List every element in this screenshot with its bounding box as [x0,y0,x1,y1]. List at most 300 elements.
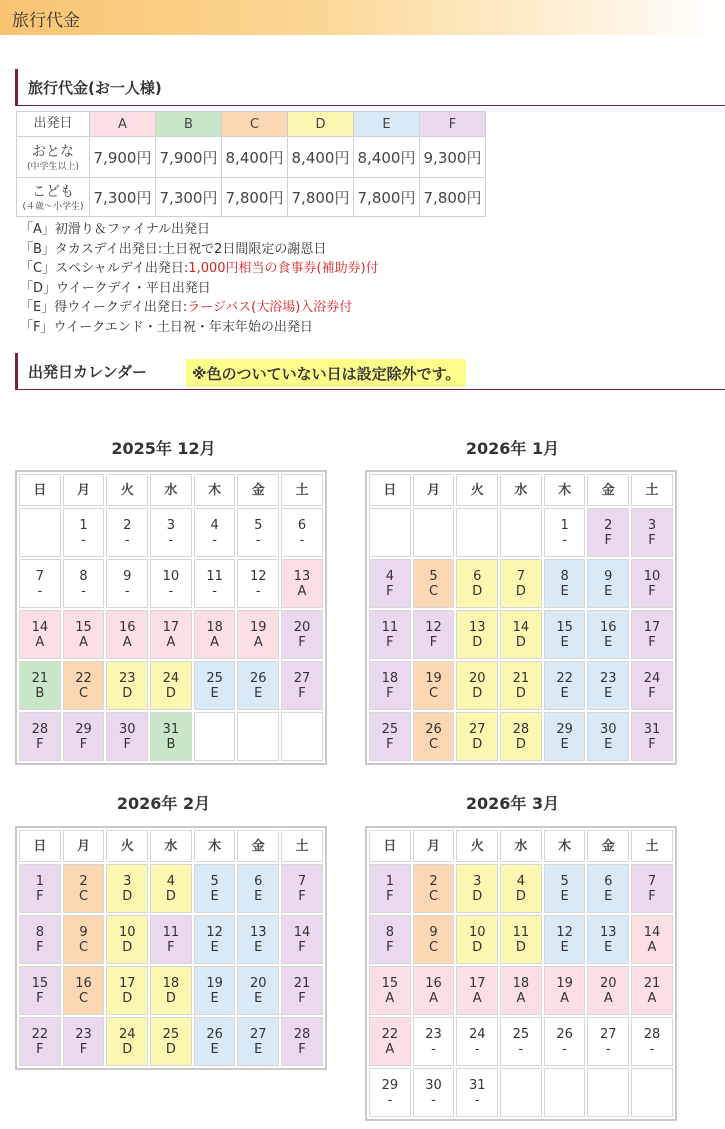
day-number: 17 [643,619,661,635]
day-number: 19 [250,619,267,635]
day-number: 23 [118,670,136,686]
weekday-label: 日 [369,830,411,862]
note-text: 「A」初滑り＆ファイナル出発日 [20,222,210,237]
day-category: E [254,888,263,904]
calendar-day-10 [631,559,673,608]
calendar-empty-cell [369,508,411,557]
category-note [20,279,379,299]
calendar-day-20 [587,966,629,1015]
day-category: A [647,990,657,1006]
day-category: A [210,634,220,650]
calendar-day-30 [413,1068,455,1117]
day-number: 3 [647,517,657,533]
calendar-day-13 [281,559,323,608]
weekday-label: 月 [413,474,455,506]
weekday-label: 金 [587,830,629,862]
day-category: E [560,634,569,650]
day-category: D [165,685,176,701]
weekday-label: 土 [631,474,673,506]
calendar-empty-cell [544,1068,586,1117]
calendar-empty-cell [413,508,455,557]
day-number: 23 [600,670,617,686]
day-number: 13 [293,568,311,584]
calendar-day-5 [544,864,586,913]
calendar-day-9 [106,559,148,608]
day-category: E [604,888,613,904]
calendar-day-13 [237,915,279,964]
day-category: - [168,532,174,548]
day-number: 27 [293,670,311,686]
calendar-section-header [15,353,725,390]
calendar-day-26 [194,1017,236,1066]
day-number: 16 [75,975,92,991]
day-category: F [648,685,656,701]
calendar-empty-cell [19,508,61,557]
day-category: E [560,736,569,752]
day-number: 13 [600,924,617,940]
calendar-day-23 [106,661,148,710]
calendar-day-1 [544,508,586,557]
day-category: F [298,1041,306,1057]
day-number: 18 [206,619,223,635]
day-number: 1 [560,517,569,533]
calendar-day-7 [19,559,61,608]
calendar-day-4 [150,864,192,913]
weekday-header-row [19,830,323,862]
calendar-day-25 [194,661,236,710]
calendar-day-21 [500,661,542,710]
day-number: 5 [429,568,438,584]
price-header-label: 出発日 [17,112,90,137]
day-number: 12 [250,568,267,584]
day-number: 29 [556,721,573,737]
calendar-day-16 [587,610,629,659]
calendar-day-9 [63,915,105,964]
price-cell: 7,800円 [222,178,288,217]
day-number: 12 [425,619,442,635]
calendar-day-22 [544,661,586,710]
calendar-day-17 [106,966,148,1015]
day-category: - [605,1041,611,1057]
day-number: 24 [162,670,180,686]
day-category: F [36,1041,44,1057]
weekday-header-row [369,474,673,506]
day-category: C [78,888,89,904]
day-number: 14 [293,924,311,940]
day-category: F [386,888,394,904]
day-number: 30 [425,1077,442,1093]
day-number: 5 [254,517,263,533]
weekday-label: 木 [544,474,586,506]
category-note [20,318,379,338]
calendar-section-title: 出発日カレンダー [28,363,148,381]
calendar-day-21 [281,966,323,1015]
calendar-day-24 [456,1017,498,1066]
day-number: 25 [512,1026,530,1042]
day-number: 4 [385,568,394,584]
day-number: 27 [468,721,486,737]
day-category: F [298,685,306,701]
day-category: F [298,888,306,904]
weekday-label: 火 [456,830,498,862]
day-category: A [516,990,526,1006]
weekday-header-row [19,474,323,506]
calendar-day-28 [500,712,542,761]
calendar-day-14 [281,915,323,964]
day-number: 28 [31,721,49,737]
day-number: 2 [79,873,88,889]
day-number: 15 [556,619,573,635]
category-note [20,240,379,260]
day-category: D [472,583,483,599]
day-number: 21 [512,670,530,686]
day-number: 6 [473,568,482,584]
day-category: F [298,990,306,1006]
day-category: B [166,736,176,752]
day-number: 14 [643,924,661,940]
day-category: - [212,583,217,599]
day-number: 17 [118,975,136,991]
day-category: A [35,634,45,650]
day-category: B [35,685,45,701]
day-category: F [648,634,656,650]
price-cell: 7,900円 [156,137,222,178]
price-row-label-sub: (４歳～小学生) [22,202,84,213]
day-number: 1 [35,873,44,889]
calendar-day-18 [369,661,411,710]
calendar-empty-cell [587,1068,629,1117]
calendar-day-27 [456,712,498,761]
calendar-empty-cell [631,1068,673,1117]
calendar-day-15 [63,610,105,659]
day-category: E [604,939,613,955]
day-category: D [515,939,526,955]
day-category: F [79,1041,88,1057]
calendar-day-19 [194,966,236,1015]
calendar-day-11 [194,559,236,608]
calendar-day-21 [631,966,673,1015]
calendar-day-23 [413,1017,455,1066]
day-number: 22 [75,670,92,686]
day-number: 7 [647,873,657,889]
day-category: A [122,634,132,650]
day-number: 4 [166,873,176,889]
calendar-day-6 [237,864,279,913]
day-category: D [122,939,133,955]
day-number: 9 [429,924,438,940]
note-text: 「D」ウイークデイ・平日出発日 [20,280,211,296]
day-number: 2 [604,517,613,533]
day-category: D [472,939,483,955]
weekday-label: 月 [63,474,105,506]
day-category: - [81,532,86,548]
calendar-notice: ※色のついていない日は設定除外です。 [186,359,466,387]
day-number: 24 [643,670,661,686]
day-number: 31 [468,1077,486,1093]
weekday-label: 月 [413,830,455,862]
calendar-week-row [19,915,323,964]
calendar-title-feb-2026: 2026年 2月 [116,794,211,813]
day-category: E [560,685,569,701]
weekday-label: 土 [631,830,673,862]
calendar-day-12 [237,559,279,608]
day-category: A [472,990,482,1006]
day-category: E [210,990,219,1006]
calendar-day-11 [150,915,192,964]
day-number: 22 [556,670,573,686]
day-number: 17 [468,975,486,991]
day-number: 7 [35,568,44,584]
calendar-day-21 [19,661,61,710]
weekday-label: 火 [456,474,498,506]
day-category: D [515,634,526,650]
day-category: F [429,634,438,650]
calendar-title-dec-2025: 2025年 12月 [111,439,216,458]
calendar-day-17 [150,610,192,659]
day-category: A [603,990,613,1006]
calendar-week-row [369,1017,673,1066]
day-number: 20 [250,975,267,991]
day-number: 26 [556,1026,573,1042]
day-number: 22 [381,1026,399,1042]
calendar-empty-cell [500,1068,542,1117]
day-category: - [212,532,217,548]
day-category: F [648,888,656,904]
calendar-day-12 [413,610,455,659]
day-number: 10 [118,924,136,940]
calendar-day-17 [631,610,673,659]
day-number: 22 [31,1026,49,1042]
price-col-c: C [222,112,288,137]
day-number: 3 [166,517,176,533]
day-number: 29 [75,721,92,737]
calendar-day-10 [106,915,148,964]
day-number: 4 [516,873,526,889]
calendar-jan-2026 [365,470,677,765]
day-number: 16 [425,975,442,991]
calendar-day-14 [500,610,542,659]
day-category: E [210,888,219,904]
calendar-week-row [369,610,673,659]
calendar-day-26 [237,661,279,710]
note-text: 「F」ウイークエンド・土日祝・年末年始の出発日 [20,319,313,335]
weekday-label: 金 [237,830,279,862]
calendar-day-20 [456,661,498,710]
day-category: A [253,634,263,650]
day-category: A [79,634,88,650]
day-number: 4 [210,517,219,533]
day-category: - [431,1092,436,1108]
calendar-empty-cell [456,508,498,557]
day-category: E [254,939,263,955]
calendar-empty-cell [281,712,323,761]
day-number: 17 [162,619,180,635]
calendar-day-4 [500,864,542,913]
price-cell: 7,800円 [288,178,354,217]
day-category: F [79,736,88,752]
day-number: 21 [643,975,661,991]
weekday-label: 水 [500,830,542,862]
day-category: E [210,685,219,701]
day-category: F [386,685,394,701]
weekday-label: 木 [194,474,236,506]
day-number: 6 [254,873,263,889]
note-highlight: ラージバス(大浴場)入浴券付 [187,300,353,316]
calendar-day-10 [456,915,498,964]
day-category: F [386,736,394,752]
day-category: D [122,888,133,904]
day-category: E [210,939,219,955]
day-number: 15 [75,619,92,635]
day-number: 6 [604,873,613,889]
day-category: E [604,634,613,650]
day-category: F [36,736,44,752]
day-category: - [255,583,261,599]
day-category: D [122,1041,133,1057]
day-category: - [562,1041,567,1057]
day-number: 14 [512,619,530,635]
day-category: D [165,888,176,904]
day-category: D [515,736,526,752]
weekday-label: 木 [194,830,236,862]
note-text: 「B」タカスデイ出発日:土日祝で2日間限定の謝恩日 [20,241,327,257]
calendar-day-2 [413,864,455,913]
day-category: A [166,634,176,650]
calendar-day-24 [150,661,192,710]
weekday-label: 日 [369,474,411,506]
category-note [20,259,379,279]
day-number: 6 [297,517,307,533]
day-category: D [122,685,133,701]
calendar-day-27 [587,1017,629,1066]
price-cell: 8,400円 [354,137,420,178]
calendar-week-row [369,661,673,710]
calendar-day-30 [587,712,629,761]
day-number: 3 [473,873,482,889]
day-category: - [387,1092,393,1108]
day-category: C [428,736,439,752]
weekday-header-row [369,830,673,862]
calendar-week-row [19,610,323,659]
day-number: 19 [425,670,442,686]
price-cell: 8,400円 [288,137,354,178]
day-number: 8 [79,568,88,584]
price-row-label-sub: (中学生以上) [26,162,80,173]
day-number: 31 [643,721,661,737]
calendar-day-3 [106,864,148,913]
calendar-day-11 [369,610,411,659]
calendar-day-25 [150,1017,192,1066]
calendar-day-31 [456,1068,498,1117]
day-number: 11 [381,619,399,635]
day-number: 30 [600,721,617,737]
day-category: F [386,634,394,650]
day-category: E [254,990,263,1006]
calendar-day-9 [413,915,455,964]
day-category: E [254,1041,263,1057]
calendar-week-row [369,1068,673,1117]
day-number: 30 [118,721,136,737]
day-category: E [604,583,613,599]
day-number: 9 [123,568,132,584]
calendar-mar-2026 [365,826,677,1121]
calendar-day-26 [413,712,455,761]
day-category: D [472,888,483,904]
day-category: A [297,583,307,599]
calendar-day-4 [194,508,236,557]
calendar-day-7 [631,864,673,913]
day-category: D [472,685,483,701]
day-category: - [649,1041,655,1057]
day-category: F [604,532,613,548]
price-row-child [17,178,486,217]
calendar-feb-2026 [15,826,327,1070]
calendar-day-14 [631,915,673,964]
calendar-week-row [369,508,673,557]
calendar-day-6 [587,864,629,913]
calendar-day-18 [150,966,192,1015]
day-category: - [299,532,305,548]
day-number: 20 [600,975,617,991]
calendar-day-29 [544,712,586,761]
day-category: D [165,1041,176,1057]
weekday-label: 日 [19,474,61,506]
day-number: 18 [512,975,530,991]
calendar-day-29 [63,712,105,761]
day-number: 13 [250,924,267,940]
calendar-day-22 [369,1017,411,1066]
calendar-day-15 [544,610,586,659]
day-category: F [36,939,44,955]
weekday-label: 水 [150,830,192,862]
day-category: F [36,888,44,904]
day-number: 10 [162,568,180,584]
day-category: E [560,939,569,955]
calendar-day-23 [587,661,629,710]
day-category: - [562,532,567,548]
day-category: C [428,939,439,955]
day-number: 8 [560,568,569,584]
calendar-day-19 [237,610,279,659]
weekday-label: 月 [63,830,105,862]
calendar-day-9 [587,559,629,608]
calendar-week-row [19,661,323,710]
price-col-a: A [90,112,156,137]
day-number: 5 [210,873,219,889]
day-number: 14 [31,619,49,635]
price-col-f: F [420,112,486,137]
day-number: 8 [35,924,44,940]
calendar-day-3 [150,508,192,557]
calendar-day-11 [500,915,542,964]
calendar-day-8 [19,915,61,964]
day-category: - [168,583,174,599]
day-number: 19 [206,975,223,991]
day-category: A [385,990,395,1006]
calendar-week-row [19,864,323,913]
day-number: 28 [293,1026,311,1042]
day-category: - [255,532,261,548]
calendar-day-1 [63,508,105,557]
day-category: F [648,736,656,752]
category-note [20,220,379,240]
day-category: F [167,939,175,955]
calendar-day-28 [631,1017,673,1066]
day-category: F [386,939,394,955]
price-cell: 9,300円 [420,137,486,178]
calendar-week-row [369,966,673,1015]
day-category: D [515,583,526,599]
